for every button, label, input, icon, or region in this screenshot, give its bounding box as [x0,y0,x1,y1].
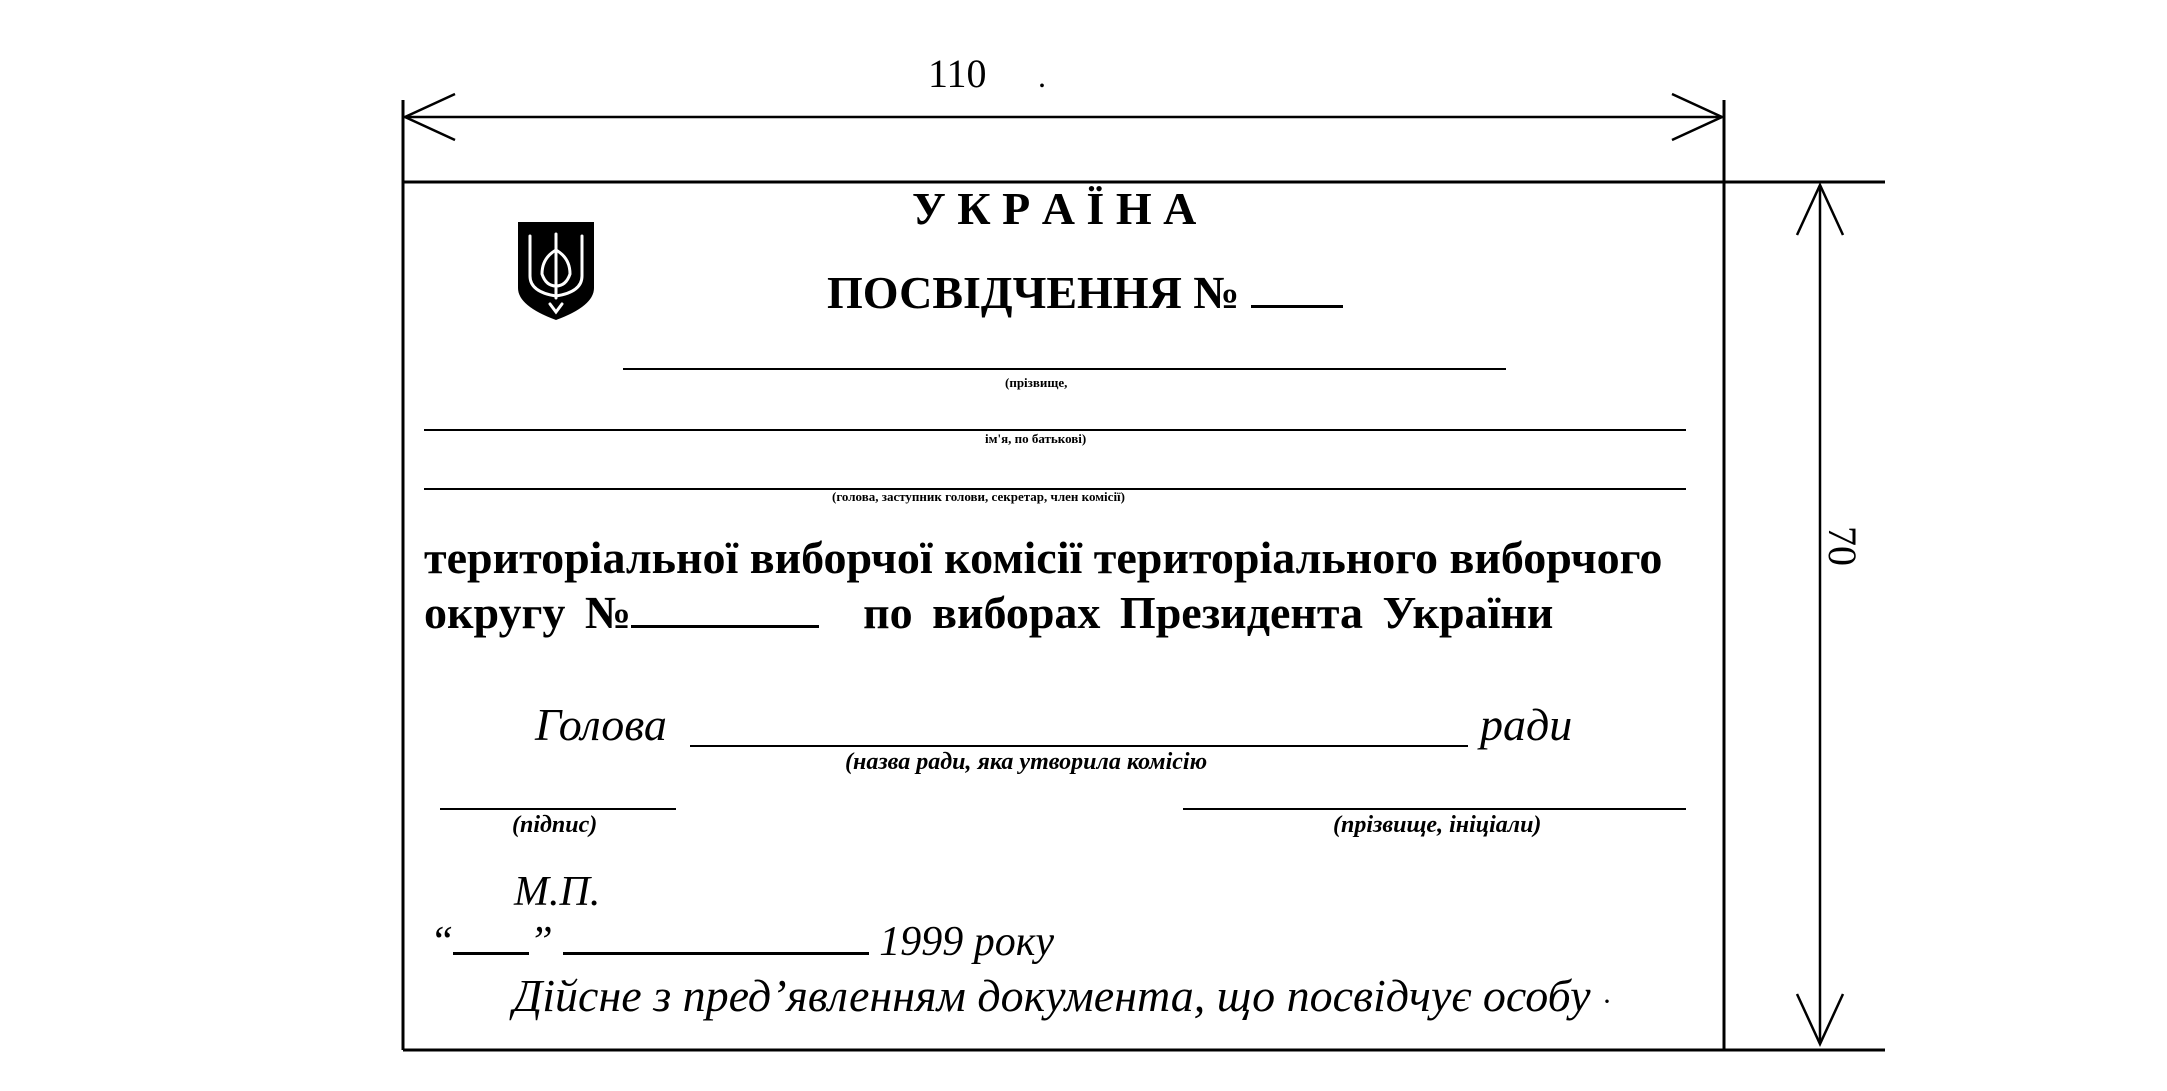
height-label: 70 [1820,526,1865,566]
validity-note: Дійсне з пред’явленням документа, що посвідчує особу · [513,970,1613,1021]
council-caption: (назва ради, яка утворила комісію [845,749,1208,775]
commission-text-line2: округу № по виборах Президента України [424,587,1554,638]
width-label: 110 [928,51,987,96]
initials-caption: (прізвище, ініціали) [1333,812,1542,838]
stamp-label: М.П. [514,869,601,915]
council-line [690,745,1468,747]
country-heading: У К Р А Ї Н А [912,183,1197,234]
certificate-title: ПОСВІДЧЕННЯ № [827,270,1343,316]
name-caption: ім'я, по батькові) [985,431,1087,446]
surname-line [623,368,1506,370]
date-row: “ ” 1999 року [430,919,1055,965]
trident-icon [516,220,596,322]
signature-line [440,808,676,810]
commission-text-line1: територіальної виборчої комісії територіального виборчого [424,532,1663,583]
position-caption: (голова, заступник голови, секретар, член комісії) [832,489,1125,504]
surname-caption: (прізвище, [1005,375,1068,390]
initials-line [1183,808,1686,810]
head-label: Голова [535,699,667,750]
width-label-dot: . [1038,58,1046,94]
signature-caption: (підпис) [512,812,598,838]
council-suffix: ради [1480,699,1573,750]
